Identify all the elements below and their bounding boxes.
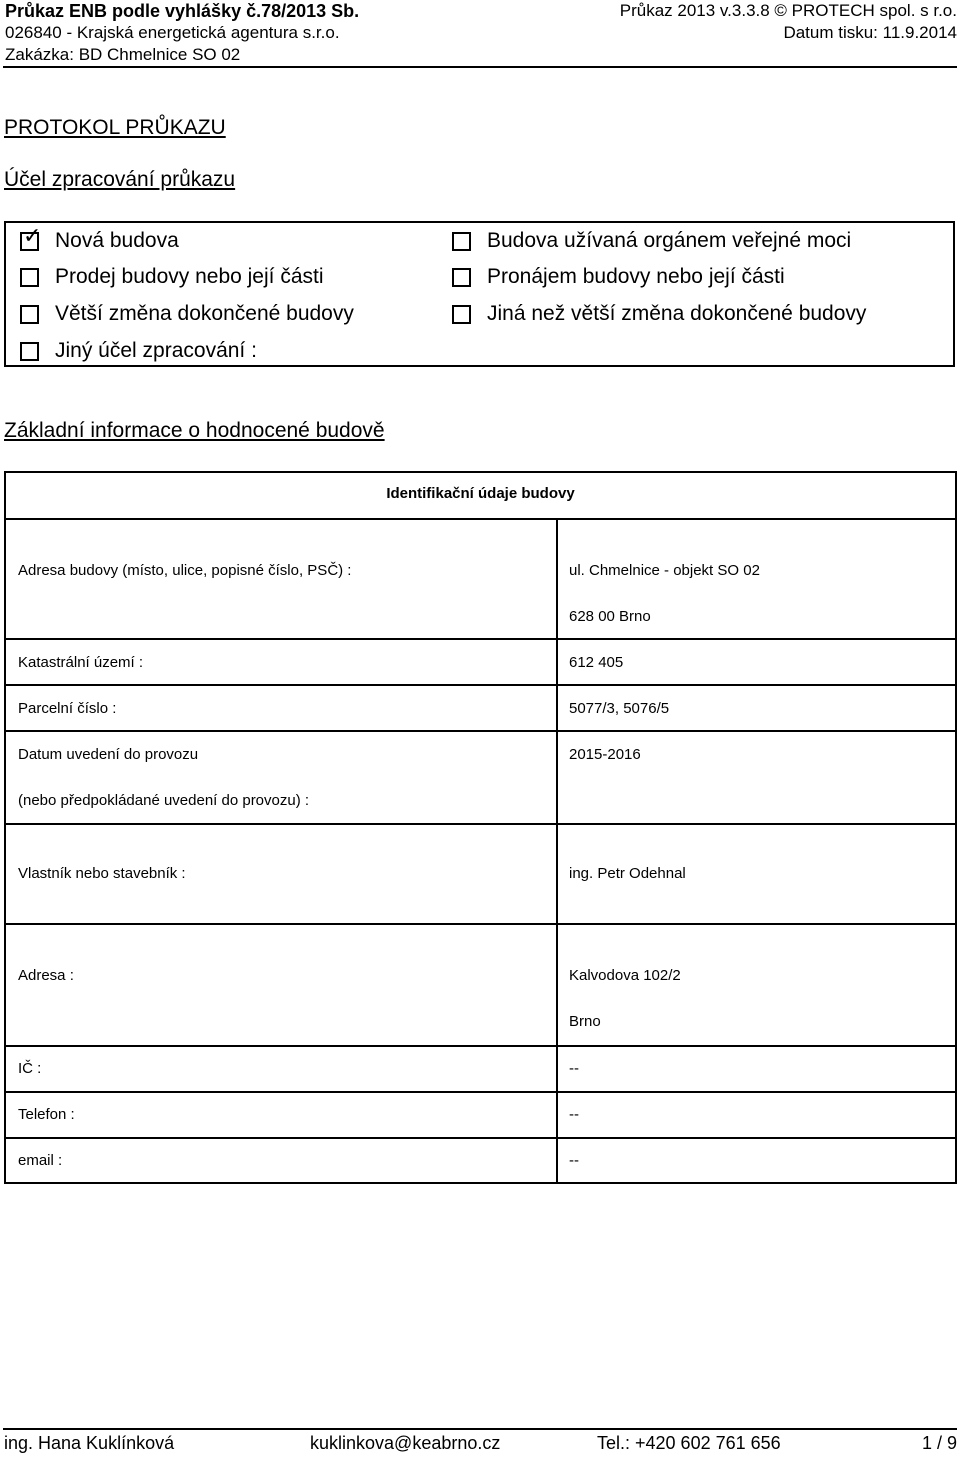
- phone-value: --: [569, 1106, 579, 1123]
- header-agency: 026840 - Krajská energetická agentura s.r.o.: [5, 23, 340, 42]
- footer-author: ing. Hana Kuklínková: [4, 1433, 175, 1453]
- purpose-option-label: Jiná než větší změna dokončené budovy: [487, 302, 867, 325]
- email-value: --: [569, 1152, 579, 1169]
- parcel-value: 5077/3, 5076/5: [569, 700, 670, 717]
- parcel-label: Parcelní číslo :: [18, 700, 117, 717]
- checkbox-checked-icon[interactable]: ✓: [20, 232, 39, 251]
- ic-value: --: [569, 1060, 579, 1077]
- owner-address-label: Adresa :: [18, 967, 74, 984]
- address-value: ul. Chmelnice - objekt SO 02: [569, 562, 760, 579]
- date-label-note: (nebo předpokládané uvedení do provozu) :: [18, 792, 310, 809]
- owner-label: Vlastník nebo stavebník :: [18, 865, 186, 882]
- date-label: Datum uvedení do provozu: [18, 746, 199, 763]
- row-divider: [6, 1045, 955, 1047]
- header-title: Průkaz ENB podle vyhlášky č.78/2013 Sb.: [5, 1, 360, 21]
- phone-label: Telefon :: [18, 1106, 75, 1123]
- checkbox-empty-icon[interactable]: [20, 268, 39, 287]
- footer-phone: Tel.: +420 602 761 656: [597, 1433, 781, 1453]
- header-print-date: Datum tisku: 11.9.2014: [783, 23, 957, 42]
- purpose-option-label: Pronájem budovy nebo její části: [487, 265, 785, 288]
- row-divider: [6, 1091, 955, 1093]
- date-value: 2015-2016: [569, 746, 641, 763]
- purpose-option-label: Jiný účel zpracování :: [55, 339, 257, 362]
- email-label: email :: [18, 1152, 63, 1169]
- column-divider: [556, 823, 558, 923]
- table-divider: [6, 518, 955, 520]
- cadastral-value: 612 405: [569, 654, 624, 671]
- row-divider: [6, 823, 955, 825]
- purpose-option-label: Prodej budovy nebo její části: [55, 265, 324, 288]
- row-divider: [6, 923, 955, 925]
- checkbox-empty-icon[interactable]: [20, 342, 39, 361]
- purpose-option-label: Nová budova: [55, 229, 179, 252]
- cadastral-label: Katastrální území :: [18, 654, 144, 671]
- header-contract: Zakázka: BD Chmelnice SO 02: [5, 45, 241, 64]
- row-divider: [6, 730, 955, 732]
- document-header: [5, 0, 957, 66]
- footer-page-number: 1 / 9: [921, 1433, 957, 1453]
- owner-address-value: Kalvodova 102/2: [569, 967, 681, 984]
- row-divider: [6, 1137, 955, 1139]
- basic-info-heading: Základní informace o hodnocené budově: [4, 419, 385, 442]
- owner-address-value-line2: Brno: [569, 1013, 601, 1030]
- purpose-option-label: Větší změna dokončené budovy: [55, 302, 354, 325]
- protocol-title: PROTOKOL PRŮKAZU: [4, 116, 226, 139]
- purpose-heading: Účel zpracování průkazu: [4, 168, 236, 191]
- header-divider: [3, 66, 957, 68]
- column-divider: [556, 518, 558, 823]
- row-divider: [6, 684, 955, 686]
- checkbox-empty-icon[interactable]: [452, 232, 471, 251]
- address-label: Adresa budovy (místo, ulice, popisné číslo, PSČ) :: [18, 562, 352, 579]
- identification-table: [4, 471, 957, 1184]
- document-footer: [4, 1428, 957, 1455]
- checkbox-empty-icon[interactable]: [452, 268, 471, 287]
- purpose-option-label: Budova užívaná orgánem veřejné moci: [487, 229, 852, 252]
- checkbox-empty-icon[interactable]: [20, 305, 39, 324]
- ic-label: IČ :: [18, 1060, 42, 1077]
- address-value-line2: 628 00 Brno: [569, 608, 651, 625]
- row-divider: [6, 638, 955, 640]
- column-divider: [556, 923, 558, 1184]
- header-version: Průkaz 2013 v.3.3.8 © PROTECH spol. s r.o.: [619, 1, 957, 20]
- owner-value: ing. Petr Odehnal: [569, 865, 686, 882]
- purpose-box: [4, 221, 955, 367]
- footer-email[interactable]: kuklinkova@keabrno.cz: [310, 1433, 501, 1453]
- identification-table-title: Identifikační údaje budovy: [386, 485, 575, 502]
- checkbox-empty-icon[interactable]: [452, 305, 471, 324]
